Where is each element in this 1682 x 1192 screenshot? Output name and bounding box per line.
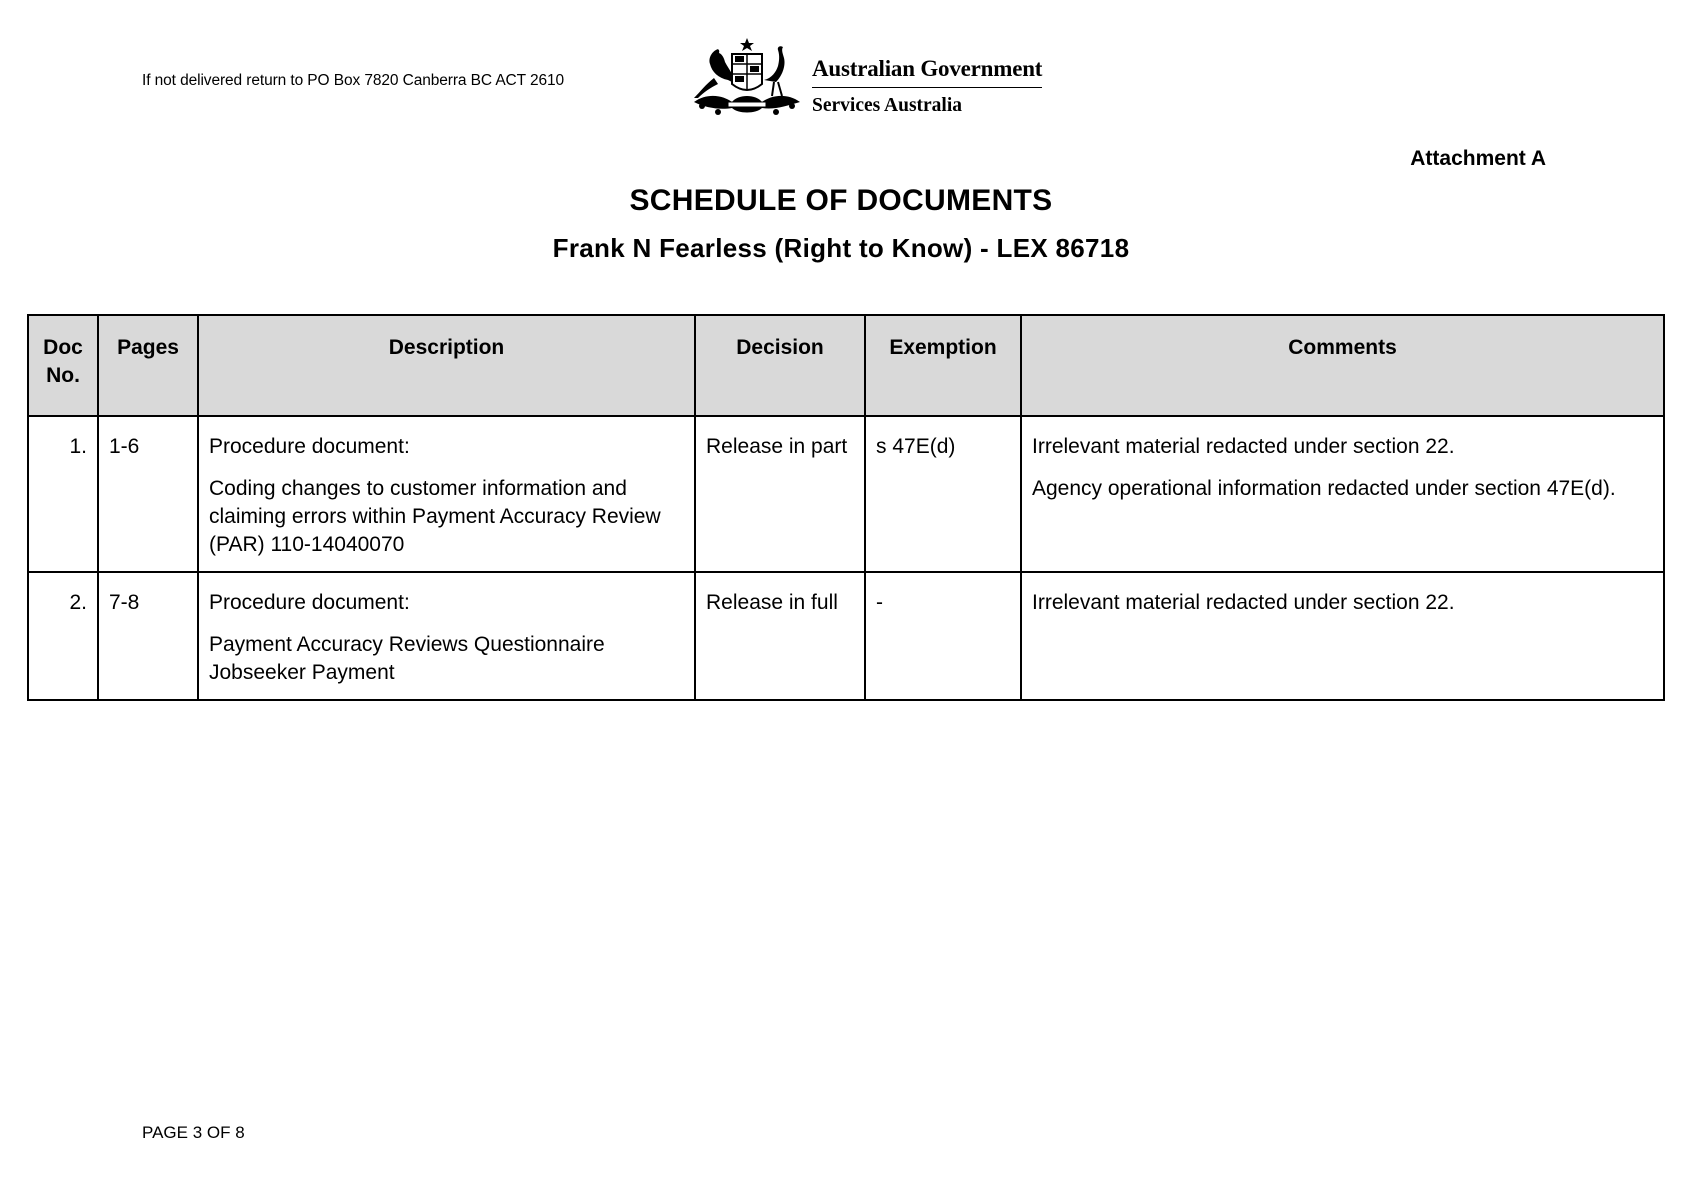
comment-line: Agency operational information redacted under section 47E(d). xyxy=(1032,477,1616,500)
attachment-label: Attachment A xyxy=(1410,147,1546,170)
exemption-cell: - xyxy=(865,572,1021,700)
comments-cell xyxy=(1021,572,1664,700)
table-row xyxy=(28,572,1664,700)
page-number: PAGE 3 OF 8 xyxy=(142,1123,245,1142)
comment-line: Irrelevant material redacted under section 22. xyxy=(1032,435,1455,458)
table-row xyxy=(28,416,1664,572)
decision-cell: Release in full xyxy=(695,572,865,700)
australian-government-logo xyxy=(688,36,1042,120)
return-address: If not delivered return to PO Box 7820 Canberra BC ACT 2610 xyxy=(142,72,565,89)
column-header-pages: Pages xyxy=(98,315,198,416)
logo-agency: Services Australia xyxy=(812,95,963,116)
doc-number: 2. xyxy=(28,572,98,700)
comments-cell xyxy=(1021,416,1664,572)
logo-text xyxy=(812,56,1042,117)
description-cell xyxy=(198,572,695,700)
doc-number: 1. xyxy=(28,416,98,572)
column-header-comments: Comments xyxy=(1021,315,1664,416)
description-line: Coding changes to customer information and claiming errors within Payment Accuracy Review (PAR) 110-14040070 xyxy=(209,477,661,556)
description-line: Payment Accuracy Reviews Questionnaire Jobseeker Payment xyxy=(209,633,605,684)
pages-cell: 1-6 xyxy=(98,416,198,572)
logo-government: Australian Government xyxy=(812,56,1042,88)
coat-of-arms-icon xyxy=(688,36,806,120)
decision-cell: Release in part xyxy=(695,416,865,572)
column-header-description: Description xyxy=(198,315,695,416)
description-line: Procedure document: xyxy=(209,591,410,614)
page-subtitle: Frank N Fearless (Right to Know) - LEX 86718 xyxy=(552,233,1130,263)
schedule-table xyxy=(27,314,1665,701)
column-header-decision: Decision xyxy=(695,315,865,416)
description-cell xyxy=(198,416,695,572)
comment-line: Irrelevant material redacted under section 22. xyxy=(1032,591,1455,614)
table-header-row xyxy=(28,315,1664,416)
exemption-cell: s 47E(d) xyxy=(865,416,1021,572)
page-title: SCHEDULE OF DOCUMENTS xyxy=(629,184,1053,217)
column-header-exemption: Exemption xyxy=(865,315,1021,416)
description-line: Procedure document: xyxy=(209,435,410,458)
pages-cell: 7-8 xyxy=(98,572,198,700)
column-header-doc-no: Doc No. xyxy=(28,315,98,416)
